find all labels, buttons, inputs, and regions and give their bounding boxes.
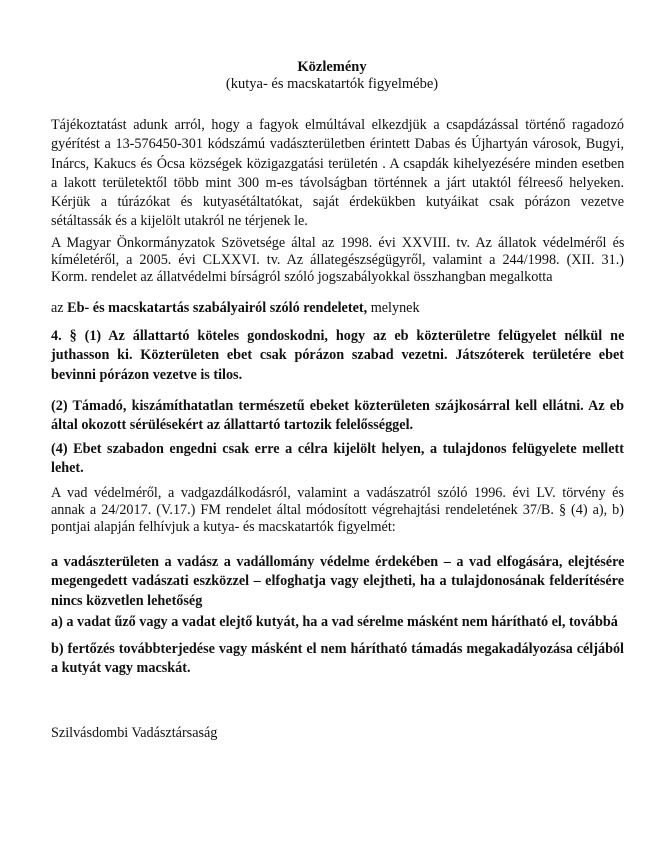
regulation-name: Eb- és macskatartás szabályairól szóló rendeletet,: [67, 300, 368, 316]
hunting-law-paragraph: [51, 485, 624, 537]
text-line: kíméletéről, a 2005. évi CLXXVI. tv. Az állategészségügyről, valamint a 244/1998. (XII. 31.): [51, 252, 624, 269]
text-line: [51, 299, 624, 318]
regulation-paragraph: [51, 299, 624, 318]
text-line: a) a vadat űző vagy a vadat elejtő kutyát, ha a vad sérelme másként nem hárítható el, továbbá: [51, 614, 618, 630]
text-line: által okozott sérülésekért az állattartó tartozik felelősséggel.: [51, 417, 414, 434]
text-line: b) fertőzés továbbterjedése vagy másként el nem hárítható támadás megakadályozása céljából: [51, 641, 624, 657]
text-line: Korm. rendelet az állatvédelmi bírságról szóló jogszabályokkal összhangban megalkotta: [51, 269, 553, 286]
text-line: bevinni pórázon vezetve is tilos.: [51, 366, 243, 383]
intro-paragraph: [51, 116, 624, 232]
text-line: gyérítést a 13-576450-301 kódszámú vadászterületben érintett Dabas és Újhartyán városok, Bugyi,: [51, 136, 624, 153]
section-4-2-paragraph: [51, 397, 624, 436]
text-line: A vad védelméről, a vadgazdálkodásról, valamint a vadászatról szóló 1996. évi LV. törvény és: [51, 485, 624, 501]
text-line: nincs közvetlen lehetőség: [51, 592, 203, 609]
text-line: (2) Támadó, kiszámíthatatlan természetű ebeket közterületen szájkosárral kell ellátni. Az eb: [51, 398, 624, 414]
text-line: A Magyar Önkormányzatok Szövetsége által az 1998. évi XXVIII. tv. Az állatok védelméről és: [51, 235, 625, 251]
text-line: Tájékoztatást adunk arról, hogy a fagyok elmúltával elkezdjük a csapdázással történő ragadozó: [51, 117, 624, 133]
text-line: a vadászterületen a vadász a vadállomány védelme érdekében – a vad elfogására, elejtésére: [51, 554, 625, 570]
hunting-rule-paragraph: [51, 553, 624, 611]
regulation-suffix: melynek: [367, 300, 420, 316]
signature: Szilvásdombi Vadásztársaság: [51, 725, 218, 741]
text-line: megengedett vadászati eszközzel – elfoghatja vagy elejtheti, ha a tulajdonosának felderítésére: [51, 573, 624, 590]
text-line: 4. § (1) Az állattartó köteles gondoskodni, hogy az eb közterületre felügyelet nélkül ne: [51, 328, 625, 344]
text-line: juthasson ki. Közterületen ebet csak pórázon szabad vezetni. Játszóterek területére ebet: [51, 347, 624, 364]
document-title: Közlemény: [297, 59, 367, 75]
text-line: Kérjük a túrázókat és kutyasétáltatókat, saját érdekükben kutyáikat csak pórázon vezetve: [51, 194, 624, 211]
text-line: annak a 24/2017. (V.17.) FM rendelet által módosított végrehajtási rendeletének 37/B. § (4) a), b): [51, 502, 624, 519]
legal-basis-paragraph: [51, 235, 624, 287]
text-line: a kutyát vagy macskát.: [51, 660, 191, 677]
point-a-paragraph: [51, 613, 624, 632]
text-line: pontjai alapján felhívjuk a kutya- és macskatartók figyelmét:: [51, 519, 396, 536]
text-line: sétáltassák és a kijelölt utakról ne térjenek le.: [51, 213, 308, 230]
regulation-prefix: az: [51, 300, 68, 316]
section-4-4-paragraph: [51, 440, 624, 479]
text-line: lehet.: [51, 460, 84, 477]
text-line: (4) Ebet szabadon engedni csak erre a célra kijelölt helyen, a tulajdonos felügyelete mellett: [51, 441, 624, 457]
point-b-paragraph: [51, 640, 624, 679]
document-subtitle: (kutya- és macskatartók figyelmébe): [225, 76, 439, 92]
text-line: a lakott területektől több mint 300 m-es távolságban történnek a járt utaktól félreeső helyeken.: [51, 174, 625, 191]
text-line: Inárcs, Kakucs és Ócsa községek közigazgatási területén . A csapdák kihelyezésére minden esetben: [51, 155, 625, 172]
section-4-1-paragraph: [51, 327, 624, 385]
